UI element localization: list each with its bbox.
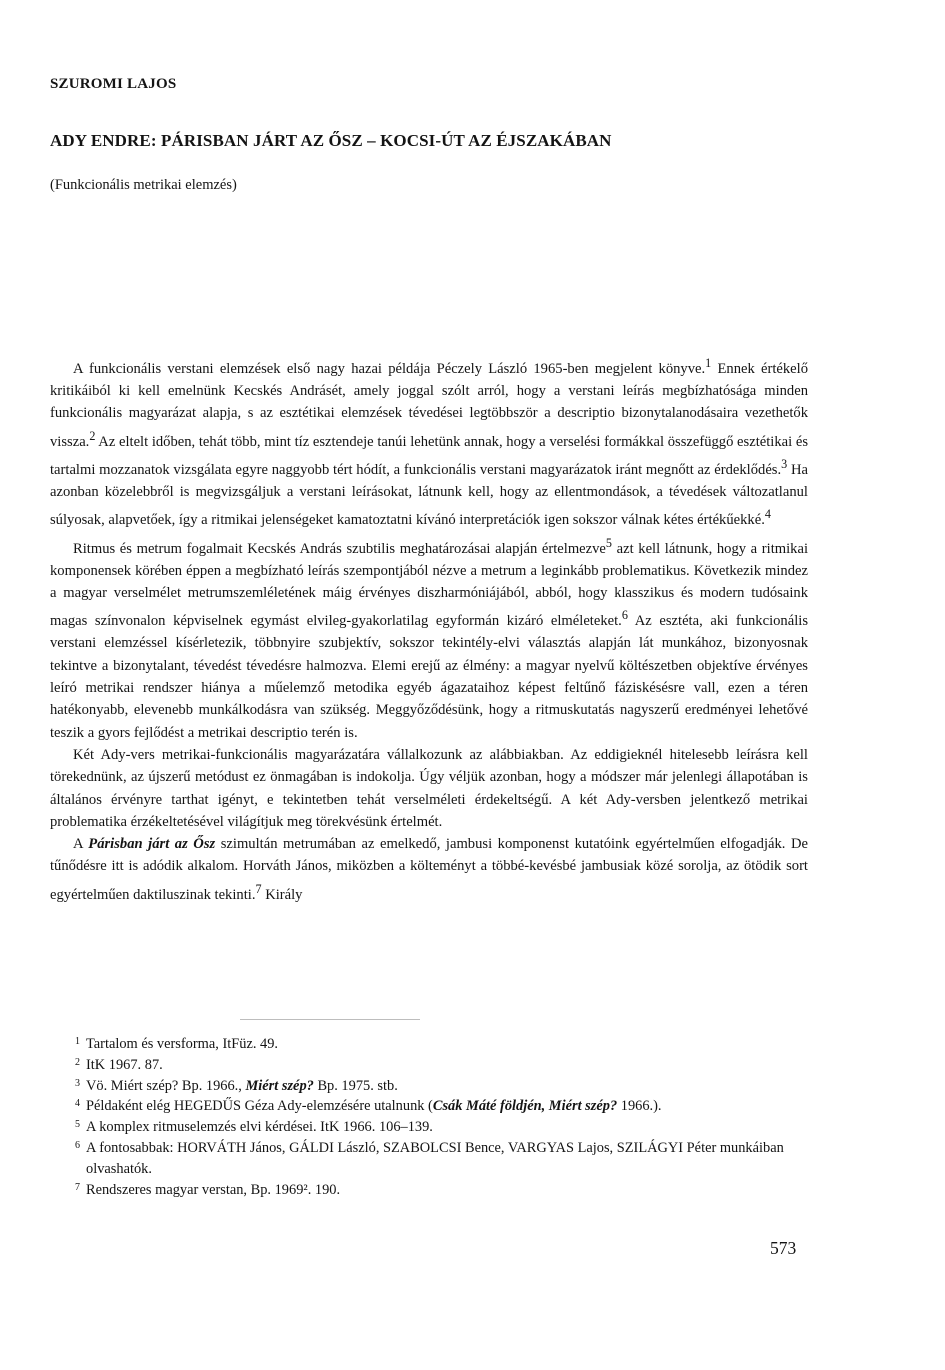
footnote-text	[86, 1076, 810, 1097]
footnote	[50, 1076, 810, 1097]
author-name: SZUROMI LAJOS	[50, 76, 177, 92]
text-span: Példaként elég HEGEDŰS Géza Ady-elemzésére utalnunk (	[86, 1098, 433, 1115]
footnote-number: 6	[75, 1139, 80, 1151]
footnote-number: 3	[75, 1077, 80, 1089]
article-title: ADY ENDRE: PÁRISBAN JÁRT AZ ŐSZ – KOCSI-ÚT AZ ÉJSZAKÁBAN	[50, 131, 612, 150]
book-title: Miért szép?	[245, 1077, 314, 1094]
footnote	[50, 1117, 810, 1138]
text-span: Király	[261, 886, 303, 903]
paragraph-1	[50, 352, 808, 532]
footnote-divider	[240, 1019, 420, 1020]
footnote-ref-3: 3	[781, 456, 788, 471]
footnote-ref-2: 2	[89, 428, 96, 443]
article-subtitle: (Funkcionális metrikai elemzés)	[50, 177, 237, 193]
text-span: Vö. Miért szép? Bp. 1966.,	[86, 1077, 246, 1094]
footnote-ref-6: 6	[621, 608, 628, 623]
text-span: Ha azonban közelebbről is megvizsgáljuk a verstani leírásokat, látnunk kell, hogy az ellentmondások, a tévedések változatlanul súlyosak, alapvetőek, így a ritmikai jelenségeket kamatoztatni kívánó interpretációk igen sokszor válnak kétes értékűekké.	[50, 461, 808, 529]
book-title: Csák Máté földjén, Miért szép?	[432, 1098, 618, 1115]
text-span: azt kell látnunk, hogy a ritmikai komponensek körében éppen a megbízható leírás szempontjából nézve a metrum a leginkább problematikus. Következik mindez a magyar verselmélet metrumszemléletének máig érvényes diszharmóniájából, abból, hogy klasszikus és modern tudósaink magas színvonalon képviselnek egymást elvileg-gyakorlatilag egyformán kizáró elméleteket.	[50, 540, 808, 630]
footnote-number: 2	[75, 1056, 80, 1068]
text-span: Ennek értékelő kritikáiból ki kell emelnünk Kecskés Andrásét, amely joggal szólt arról, hogy a verstani leírás megbízhatósága minden funkcionális magyarázat alapja, s az esztétikai elemzések tévedései legtöbbször a descriptio bizonytalanodásaira vezethetők vissza.	[50, 360, 809, 450]
footnote-ref-4: 4	[764, 507, 771, 522]
footnote-text: Rendszeres magyar verstan, Bp. 1969². 190.	[86, 1181, 341, 1198]
footnote	[50, 1180, 810, 1201]
poem-title: Párisban járt az Ősz	[88, 836, 216, 853]
text-span: Ritmus és metrum fogalmait Kecskés András szubtilis meghatározásai alapján értelmezve	[73, 540, 606, 557]
paragraph-2	[50, 532, 808, 744]
text-span: 1966.).	[617, 1098, 662, 1115]
footnotes	[50, 1034, 810, 1200]
text-span: A	[73, 836, 89, 853]
footnote	[50, 1096, 810, 1117]
footnote-text	[86, 1096, 810, 1117]
text-span: A funkcionális verstani elemzések első nagy hazai példája Péczely László 1965-ben megjelent könyve.	[73, 360, 706, 377]
paragraph-3: Két Ady-vers metrikai-funkcionális magyarázatára vállalkozunk az alábbiakban. Az eddigieknél hitelesebb leírásra kell törekednünk, az újszerű metódust ez önmagában is indokolja. Úgy véljük azonban, hogy a módszer már jelenlegi állapotában is általános érvényre tarthat igényt, e tekintetben tehát verselméleti érdekeltségű. A két Ady-versben jelentkező metrikai problematika érzékeltetésével világítjuk meg törekvésünk értelmét.	[50, 746, 808, 830]
footnote-text: Tartalom és versforma, ItFüz. 49.	[86, 1036, 279, 1052]
footnote-number: 1	[75, 1036, 80, 1047]
text-span: Bp. 1975. stb.	[313, 1077, 398, 1094]
footnote-ref-5: 5	[605, 535, 612, 550]
footnote-number: 5	[75, 1119, 80, 1131]
footnote-number: 7	[75, 1181, 80, 1193]
article-body	[50, 352, 808, 906]
footnote-text: A komplex ritmuselemzés elvi kérdései. ItK 1966. 106–139.	[86, 1119, 433, 1136]
footnote-ref-1: 1	[705, 356, 712, 370]
footnote-number: 4	[75, 1098, 80, 1110]
text-span: Az eltelt időben, tehát több, mint tíz esztendeje tanúi lehetünk annak, hogy a verselési formákkal összefüggő esztétikai és tartalmi mozzanatok vizsgálata egyre naggyobb tért hódít, a funkcionális verstani magyarázatok iránt megnőtt az érdeklődés.	[50, 433, 808, 478]
paragraph-4	[50, 833, 808, 906]
text-span: szimultán metrumában az emelkedő, jambusi komponenst kutatóink egyértelműen elfogadják. De tűnődésre itt is adódik alkalom. Horváth János, miközben a költeményt a többé-kevésbé jambusiak közé sorolja, az ötödik sort egyértelműen daktiluszinak tekinti.	[50, 836, 808, 903]
footnote	[50, 1034, 810, 1055]
footnote	[50, 1055, 810, 1076]
footnote	[50, 1138, 810, 1180]
footnote-text: A fontosabbak: HORVÁTH János, GÁLDI László, SZABOLCSI Bence, VARGYAS Lajos, SZILÁGYI Péter munkáiban olvashatók.	[86, 1139, 784, 1177]
text-span: Az esztéta, aki funkcionális verstani elemzéssel kísérletezik, többnyire szubjektív, sokszor tekintély-elvi választás alapján lát munkához, bizonyosnak tekintve a bizonytalant, tévedést tévedésre halmozva. Elemi erejű az élmény: a magyar nyelvű költészetben objektíve érvényes leíró metrikai rendszer hiánya a műelemző metodika egyéb ágazataihoz képest feltűnő fáziskésésre vall, ezen a téren hatékonyabb, elevenebb munkálkodásra van szükség. Meggyőződésünk, hogy a ritmuskutatás nagyszerű eredményei lehetővé teszik a gyors fejlődést a metrikai descriptio terén is.	[50, 613, 808, 741]
footnote-ref-7: 7	[255, 881, 262, 896]
footnote-text: ItK 1967. 87.	[86, 1056, 163, 1073]
page-number: 573	[770, 1238, 797, 1258]
